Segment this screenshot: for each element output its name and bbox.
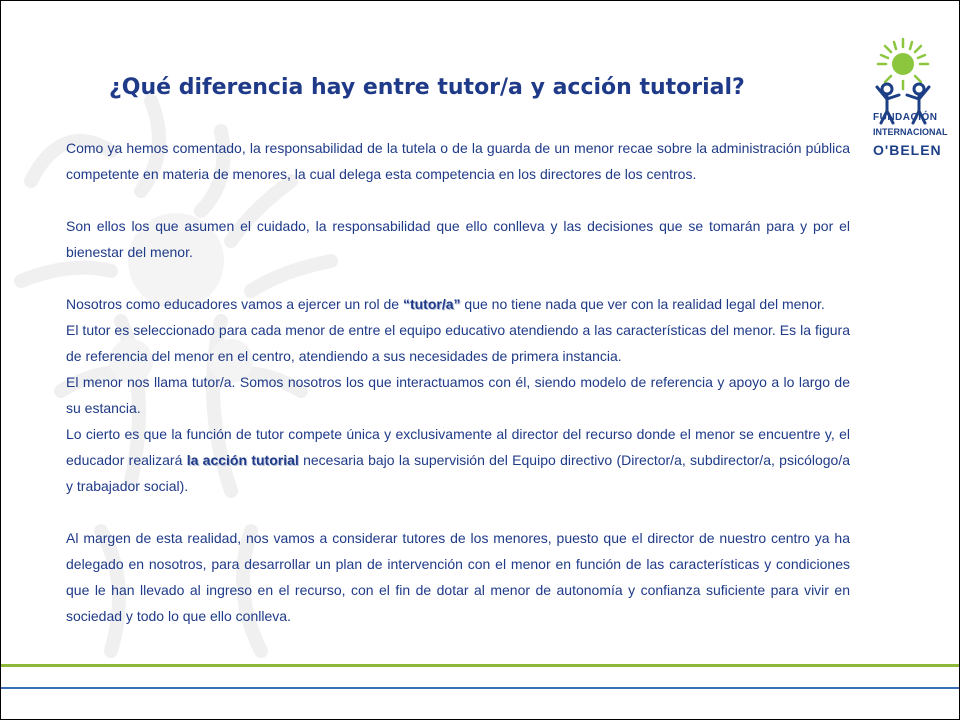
paragraph-7: Al margen de esta realidad, nos vamos a considerar tutores de los menores, puesto que el director de nuestro centro ya ha delegado en nosotros, para desarrollar un plan de intervención con el menor en función de las características y condiciones que le han llevado al ingreso en el recurso, con el fin de dotar al menor de autonomía y confianza suficiente para vivir en sociedad y todo lo que ello conlleva.: [66, 530, 850, 624]
paragraph-spacer: [66, 499, 850, 525]
accion-tutorial-highlight: la acción tutorial: [186, 452, 299, 468]
paragraph-3-text-end: que no tiene nada que ver con la realidad legal del menor.: [460, 296, 825, 312]
tutor-highlight: “tutor/a”: [402, 296, 461, 312]
body-text: [66, 135, 850, 629]
logo-line-1: FUNDACIÓN: [873, 112, 938, 123]
footer-green-rule: [1, 664, 959, 667]
paragraph-3: [66, 291, 850, 317]
page-title: ¿Qué diferencia hay entre tutor/a y acción tutorial?: [109, 75, 745, 100]
logo-line-3: O'BELEN: [873, 142, 942, 158]
logo-wordmark: [873, 111, 948, 158]
paragraph-1: Como ya hemos comentado, la responsabilidad de la tutela o de la guarda de un menor recae sobre la administración pública competente en materia de menores, la cual delega esta competencia en los directores de los centros.: [66, 140, 850, 182]
footer-blue-rule: [1, 687, 959, 689]
paragraph-spacer: [66, 187, 850, 213]
paragraph-3-text-start: Nosotros como educadores vamos a ejercer un rol de: [66, 296, 403, 312]
paragraph-6-text-start: Lo cierto es que la función de tutor compete única y exclusivamente al director del recurso donde el menor se encuentre y, el educador realizará: [66, 426, 850, 468]
paragraph-4: El tutor es seleccionado para cada menor de entre el equipo educativo atendiendo a las características del menor. Es la figura de referencia del menor en el centro, atendiendo a sus necesidades de primera instancia.: [66, 322, 850, 364]
logo-line-2: INTERNACIONAL: [873, 127, 948, 137]
paragraph-5: El menor nos llama tutor/a. Somos nosotros los que interactuamos con él, siendo modelo de referencia y apoyo a lo largo de su estancia.: [66, 374, 850, 416]
paragraph-2: Son ellos los que asumen el cuidado, la responsabilidad que ello conlleva y las decisiones que se tomarán para y por el bienestar del menor.: [66, 218, 850, 260]
paragraph-spacer: [66, 265, 850, 291]
paragraph-6-text-end: necesaria bajo la supervisión del Equipo directivo (Director/a, subdirector/a, psicólogo/a y trabajador social).: [66, 452, 850, 494]
paragraph-6: [66, 421, 850, 499]
